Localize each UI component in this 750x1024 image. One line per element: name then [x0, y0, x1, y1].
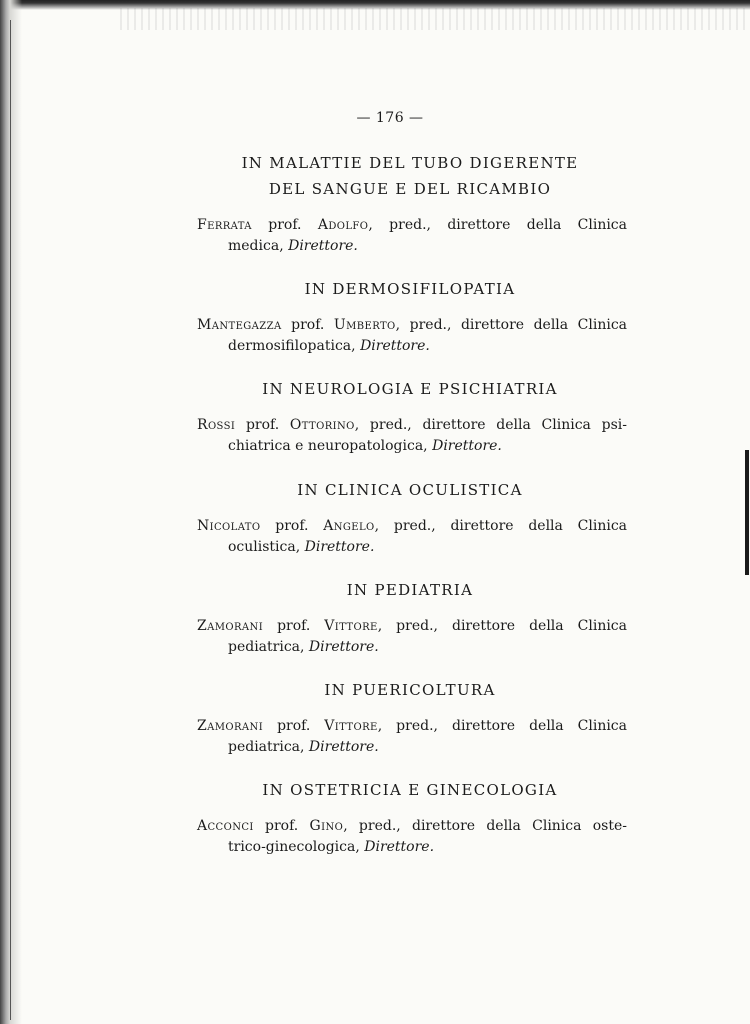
entry-role: Direttore. — [360, 338, 430, 354]
entry-firstname: Vittore — [324, 718, 378, 734]
entry-title: prof. — [268, 217, 302, 233]
section-heading-oculistica — [190, 477, 630, 503]
entry-text: pediatrica, — [228, 739, 305, 755]
section-heading-dermosifilopatia — [190, 276, 630, 302]
entry-text: , pred., direttore della Clinica — [377, 718, 627, 734]
entry-line-2 — [197, 537, 627, 558]
entry-firstname: Gino — [309, 818, 344, 834]
entry-line-2 — [197, 236, 627, 257]
entry-text: oculistica, — [228, 539, 301, 555]
entry-text: , pred., direttore della Clinica — [377, 618, 627, 634]
heading-line: IN CLINICA OCULISTICA — [297, 481, 523, 499]
scan-left-edge — [0, 0, 22, 1024]
heading-line: IN OSTETRICIA E GINECOLOGIA — [262, 781, 558, 799]
entry-line-2 — [197, 737, 627, 758]
entry-role: Direttore. — [288, 238, 358, 254]
scan-left-line — [10, 20, 11, 1020]
entry-text: trico-ginecologica, — [228, 839, 360, 855]
entry-line-2 — [197, 436, 627, 457]
entry-text: , pred., direttore della Clinica oste- — [343, 818, 627, 834]
entry-surname: Acconci — [197, 818, 254, 834]
entry-text: chiatrica e neuropatologica, — [228, 438, 428, 454]
entry-line-1 — [197, 415, 627, 436]
entry-rossi — [197, 415, 627, 457]
entry-surname: Zamorani — [197, 718, 264, 734]
entry-role: Direttore. — [364, 839, 435, 855]
entry-text: , pred., direttore della Clinica — [368, 217, 627, 233]
section-heading-neurologia — [190, 376, 630, 402]
entry-mantegazza — [197, 315, 627, 357]
entry-nicolato — [197, 516, 627, 558]
entry-line-1 — [197, 215, 627, 236]
entry-role: Direttore. — [304, 539, 375, 555]
scan-right-mark — [745, 450, 749, 575]
entry-line-1 — [197, 516, 627, 537]
entry-line-1 — [197, 716, 627, 737]
entry-title: prof. — [245, 417, 280, 433]
entry-firstname: Umberto — [333, 317, 396, 333]
entry-text: , pred., direttore della Clinica psi- — [354, 417, 627, 433]
entry-text: , pred., direttore della Clinica — [374, 518, 628, 534]
page-number: — 176 — — [356, 110, 424, 126]
heading-line: DEL SANGUE E DEL RICAMBIO — [268, 180, 552, 198]
section-heading-malattie — [190, 150, 630, 202]
entry-line-2 — [197, 637, 627, 658]
entry-text: dermosifilopatica, — [228, 338, 356, 354]
entry-line-1 — [197, 616, 627, 637]
entry-ferrata — [197, 215, 627, 257]
heading-line: IN PEDIATRIA — [346, 581, 474, 599]
entry-surname: Mantegazza — [197, 317, 282, 333]
entry-title: prof. — [275, 518, 309, 534]
entry-surname: Zamorani — [197, 618, 264, 634]
entry-surname: Nicolato — [197, 518, 261, 534]
scan-top-noise — [120, 8, 750, 30]
entry-title: prof. — [277, 718, 311, 734]
entry-text: medica, — [228, 238, 284, 254]
entry-acconci — [197, 816, 627, 858]
entry-role: Direttore. — [308, 639, 379, 655]
entry-line-2 — [197, 336, 627, 357]
entry-title: prof. — [265, 818, 299, 834]
entry-role: Direttore. — [432, 438, 502, 454]
entry-firstname: Adolfo — [317, 217, 369, 233]
entry-line-1 — [197, 816, 627, 837]
entry-text: pediatrica, — [228, 639, 305, 655]
entry-zamorani-pediatria — [197, 616, 627, 658]
entry-firstname: Angelo — [323, 518, 375, 534]
entry-title: prof. — [291, 317, 325, 333]
heading-line: IN NEUROLOGIA E PSICHIATRIA — [262, 380, 558, 398]
section-heading-puericoltura — [190, 677, 630, 703]
entry-firstname: Vittore — [324, 618, 378, 634]
entry-text: , pred., direttore della Clinica — [395, 317, 628, 333]
section-heading-pediatria — [190, 577, 630, 603]
entry-surname: Rossi — [197, 417, 236, 433]
entry-line-2 — [197, 837, 627, 858]
entry-role: Direttore. — [308, 739, 379, 755]
heading-line: IN DERMOSIFILOPATIA — [304, 280, 516, 298]
heading-line: IN MALATTIE DEL TUBO DIGERENTE — [241, 154, 579, 172]
entry-surname: Ferrata — [197, 217, 252, 233]
entry-zamorani-puericoltura — [197, 716, 627, 758]
entry-firstname: Ottorino — [289, 417, 355, 433]
entry-title: prof. — [277, 618, 311, 634]
section-heading-ostetricia — [190, 777, 630, 803]
entry-line-1 — [197, 315, 627, 336]
heading-line: IN PUERICOLTURA — [324, 681, 496, 699]
